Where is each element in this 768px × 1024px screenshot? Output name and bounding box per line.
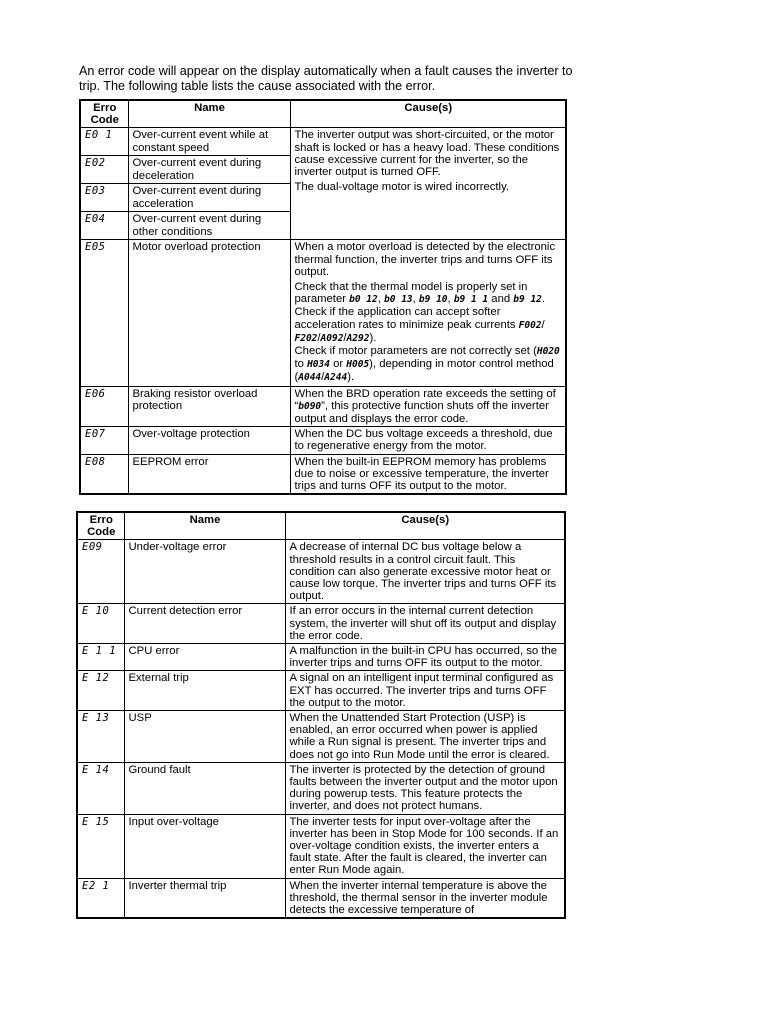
cause-text: to [294,358,304,371]
parameter-code: H034 [307,359,330,371]
error-code: E 1 1 [77,644,124,671]
error-name: USP [124,711,285,763]
error-code: E09 [77,540,124,604]
parameter-code: b9 12 [513,294,542,306]
table-row [77,644,565,671]
error-name: Inverter thermal trip [124,878,285,918]
error-cause: When the Unattended Start Protection (USP) is enabled, an error occurred when power is applied while a Run signal is present. The inverter trips and does not go into Run Mode until the error is cleared. [285,711,565,763]
error-name: Over-current event during other conditions [128,212,290,240]
intro-paragraph: An error code will appear on the display automatically when a fault causes the inverter to trip. The following table lists the cause associated with the error. [79,64,573,93]
parameter-code: b0 12 [349,294,378,306]
error-name: EEPROM error [128,454,290,494]
table-row [80,128,566,156]
error-code: E07 [80,427,128,454]
parameter-code: b9 1 1 [453,294,489,306]
cause-text: When the BRD operation rate exceeds the setting of “ [294,387,556,412]
error-code-table-1 [79,99,567,495]
parameter-code: F202 [294,332,318,344]
header-error-code: Erro Code [80,100,128,128]
header-causes: Cause(s) [290,100,566,128]
parameter-code: b9 10 [418,294,448,306]
table-header-row [80,100,566,128]
table-row [77,762,565,814]
error-name: Ground fault [124,762,285,814]
parameter-code: F002 [518,319,542,331]
table-row [77,711,565,763]
parameter-code: H005 [346,359,370,371]
error-code: E04 [80,212,128,240]
cause-text: The inverter output was short-circuited, or the motor shaft is locked or has a heavy load. These conditions cause excessive current for the inverter, so the inverter output is turned OFF. [294,129,560,179]
error-name: Input over-voltage [124,814,285,878]
header-error-code: Erro Code [77,512,124,540]
cause-text: and [491,293,511,306]
cause-text: or [333,358,344,371]
header-name: Name [124,512,285,540]
error-name: Current detection error [124,604,285,644]
parameter-code: A092 [320,332,344,344]
error-name: Braking resistor overload protection [128,386,290,427]
table-row [77,814,565,878]
parameter-code: A244 [324,372,348,384]
error-name: Over-voltage protection [128,427,290,454]
error-name: CPU error [124,644,285,671]
error-code: E03 [80,184,128,212]
error-cause: A decrease of internal DC bus voltage below a threshold results in a control circuit fault. This condition can also generate excessive motor heat or cause low torque. The inverter trips and turns OFF its output. [285,540,565,604]
error-cause: If an error occurs in the internal current detection system, the inverter will shut off its output and display the error code. [285,604,565,644]
error-cause: The inverter is protected by the detection of ground faults between the inverter output and the motor upon during powerup tests. This feature protects the inverter, and does not protect humans. [285,762,565,814]
error-code: E02 [80,156,128,184]
error-code: E0 1 [80,128,128,156]
error-cause: When the inverter internal temperature is above the threshold, the thermal sensor in the inverter module detects the excessive temperature of [285,878,565,918]
table-row [80,386,566,427]
table-row [77,604,565,644]
error-name: External trip [124,671,285,711]
error-code: E06 [80,386,128,427]
table-header-row [77,512,565,540]
error-code-table-2 [76,511,566,919]
error-code: E08 [80,454,128,494]
error-cause: A signal on an intelligent input terminal configured as EXT has occurred. The inverter trips and turns OFF the output to the motor. [285,671,565,711]
parameter-code: A292 [346,332,370,344]
error-cause: The inverter tests for input over-voltage after the inverter has been in Stop Mode for 100 seconds. If an over-voltage condition exists, the inverter enters a fault state. After the fault is cleared, the inverter can enter Run Mode again. [285,814,565,878]
table-row [77,540,565,604]
cause-text: Check if the application can accept softer acceleration rates to minimize peak currents [294,306,519,331]
page-crop-edge [74,955,574,1024]
error-name: Over-current event while at constant speed [128,128,290,156]
error-code: E2 1 [77,878,124,918]
error-code: E 12 [77,671,124,711]
error-cause: When the built-in EEPROM memory has problems due to noise or excessive temperature, the inverter trips and turns OFF its output to the motor. [290,454,566,494]
parameter-code: A044 [298,372,322,384]
parameter-code: b090 [298,400,322,412]
cause-text: Check that the thermal model is properly set in parameter [294,281,528,306]
cause-text: Check that the thermal model is properly set in parameter b0 12, b0 13, b9 10, b9 1 1 and b9 12. Check if the application can accept softer acceleration rates to minimize peak currents F002/ F202/A092/A292). [294,281,546,344]
error-cause: When the DC bus voltage exceeds a threshold, due to regenerative energy from the motor. [290,427,566,454]
parameter-code: H020 [536,346,560,358]
error-code: E 14 [77,762,124,814]
error-name: Under-voltage error [124,540,285,604]
cause-text: The dual-voltage motor is wired incorrectly. [294,181,510,194]
error-name: Motor overload protection [128,240,290,386]
error-cause [290,128,566,240]
header-causes: Cause(s) [285,512,565,540]
table-row [77,671,565,711]
cause-text: Check if motor parameters are not correctly set ( [294,345,537,358]
error-cause [290,386,566,427]
parameter-code: b0 13 [384,294,413,306]
error-code: E 15 [77,814,124,878]
table-row [80,454,566,494]
cause-text: When a motor overload is detected by the electronic thermal function, the inverter trips and turns OFF its output. [294,241,556,278]
error-code: E 10 [77,604,124,644]
error-cause [290,240,566,386]
cause-text: ”, this protective function shuts off the inverter output and displays the error code. [294,399,549,426]
table-row [80,427,566,454]
cause-text: Check if motor parameters are not correctly set (H020 to H034 or H005), depending in motor control method (A044/A244). [294,345,560,384]
error-name: Over-current event during deceleration [128,156,290,184]
table-body [77,540,565,918]
cause-text: ), depending in motor control method ( [294,358,554,384]
error-name: Over-current event during acceleration [128,184,290,212]
table-row [80,240,566,386]
header-name: Name [128,100,290,128]
error-code: E05 [80,240,128,386]
error-code: E 13 [77,711,124,763]
table-row [77,878,565,918]
error-cause: A malfunction in the built-in CPU has occurred, so the inverter trips and turns OFF its output to the motor. [285,644,565,671]
